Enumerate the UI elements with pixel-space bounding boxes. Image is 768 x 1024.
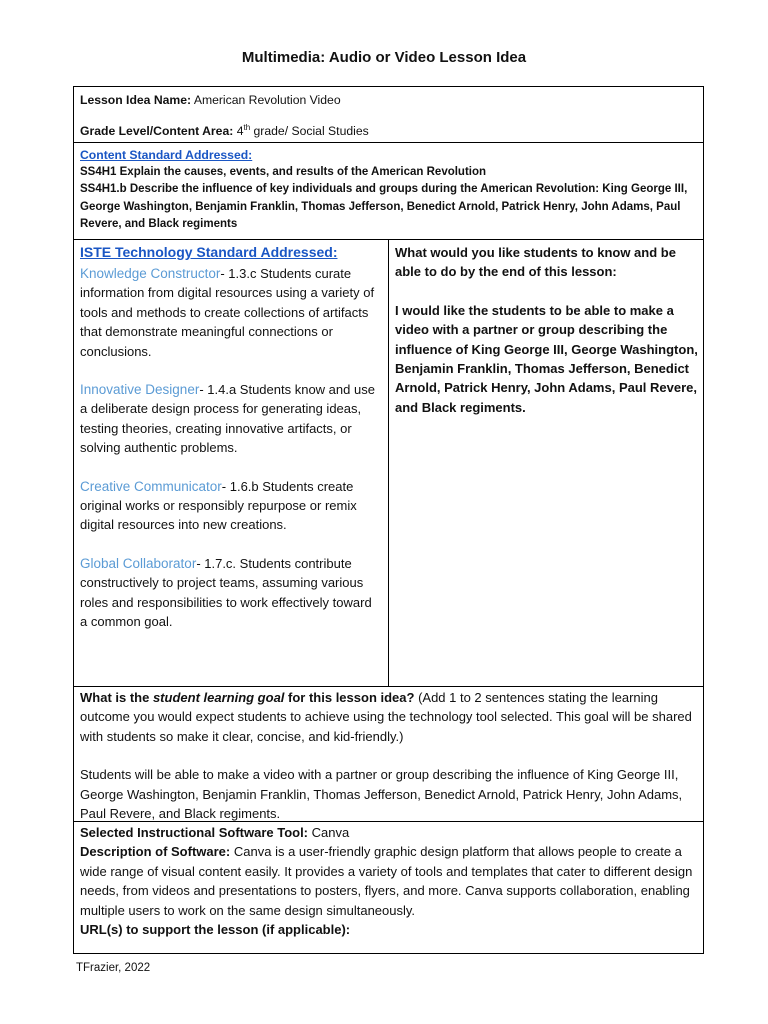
grade-subject: grade/ Social Studies [253,123,369,138]
iste-item [80,380,382,458]
grade-suffix: th [243,122,251,132]
lesson-name-value: American Revolution Video [193,93,341,107]
goal-question-start: What is the [80,690,153,705]
software-description: Canva is a user-friendly graphic design platform that allows people to create a wide range of visual content easily. It provides a variety of tools and templates that cater to different design needs, from videos and presentations to posters, flyers, and more. Canva supports collaboration, enabling multiple users to work on the same design simultaneously. [80,844,693,918]
software-description-label: Description of Software: [80,844,231,860]
content-standard-heading: Content Standard Addressed: [80,148,253,162]
iste-item-text: - 1.7.c. Students contribute constructively to project teams, assuming various roles and responsibilities to work effectively toward a common goal. [80,555,372,630]
software-tool-label: Selected Instructional Software Tool: [80,825,309,840]
lesson-name-label: Lesson Idea Name: [80,93,192,107]
grade-label: Grade Level/Content Area: [80,123,234,138]
iste-heading: ISTE Technology Standard Addressed: [80,244,338,260]
content-standard-line-2: SS4H1.b Describe the influence of key individuals and groups during the American Revolution: King George III, George Washington, Benjamin Franklin, Thomas Jefferson, Benedict Arnold, Patrick Henry, John Adams, Paul Revere, and Black regiments [80,183,688,231]
outcomes-question: What would you like students to know and be able to do by the end of this lesson: [395,245,676,280]
outcomes-answer: I would like the students to be able to make a video with a partner or group describing the influence of King George III, George Washington, Benjamin Franklin, Thomas Jefferson, Benedict Arnold, Patrick Henry, John Adams, Paul Revere, and Black regiments. [395,302,698,415]
goal-instructions: (Add 1 to 2 sentences stating the learning outcome you would expect students to achieve using the technology tool selected. This goal will be shared with students so make it clear, concise, and kid-friendly.) [80,690,692,744]
iste-item [80,554,382,632]
content-standard-line-1: SS4H1 Explain the causes, events, and results of the American Revolution [80,165,487,178]
url-support-label: URL(s) to support the lesson (if applicable): [80,922,351,938]
iste-column [74,240,388,686]
footer-credit: TFrazier, 2022 [76,962,151,974]
iste-item-text: - 1.3.c Students curate information from digital resources using a variety of tools and methods to create collections of artifacts that demonstrate meaningful connections or conclusions. [80,266,375,359]
iste-category-global-collaborator: Global Collaborator [80,555,197,571]
lesson-info-section [74,87,703,143]
goal-question-end: for this lesson idea? [284,690,415,705]
column-divider [388,240,389,687]
page-title: Multimedia: Audio or Video Lesson Idea [241,49,527,66]
software-section [74,822,703,939]
iste-item [80,264,382,361]
lesson-table [73,86,704,954]
software-tool-value: Canva [311,825,350,840]
iste-category-knowledge-constructor: Knowledge Constructor [80,266,221,281]
iste-category-creative-communicator: Creative Communicator [80,478,222,494]
iste-item [80,477,382,535]
goal-question-emphasis: student learning goal [152,690,285,705]
outcomes-column [389,240,705,686]
grade-number: 4 [236,123,244,138]
content-standard-section [74,143,703,240]
iste-category-innovative-designer: Innovative Designer [80,382,200,398]
learning-goal-section [74,687,703,822]
iste-item-text: - 1.4.a Students know and use a deliberate design process for generating ideas, testing theories, creating innovative artifacts, or solving authentic problems. [80,382,375,456]
goal-answer: Students will be able to make a video with a partner or group describing the influence of King George III, George Washington, Benjamin Franklin, Thomas Jefferson, Benedict Arnold, Patrick Henry, John Adams, Paul Revere, and Black regiments. [80,767,683,822]
iste-item-text: - 1.6.b Students create original works or responsibly repurpose or remix digital resources into new creations. [80,478,357,533]
